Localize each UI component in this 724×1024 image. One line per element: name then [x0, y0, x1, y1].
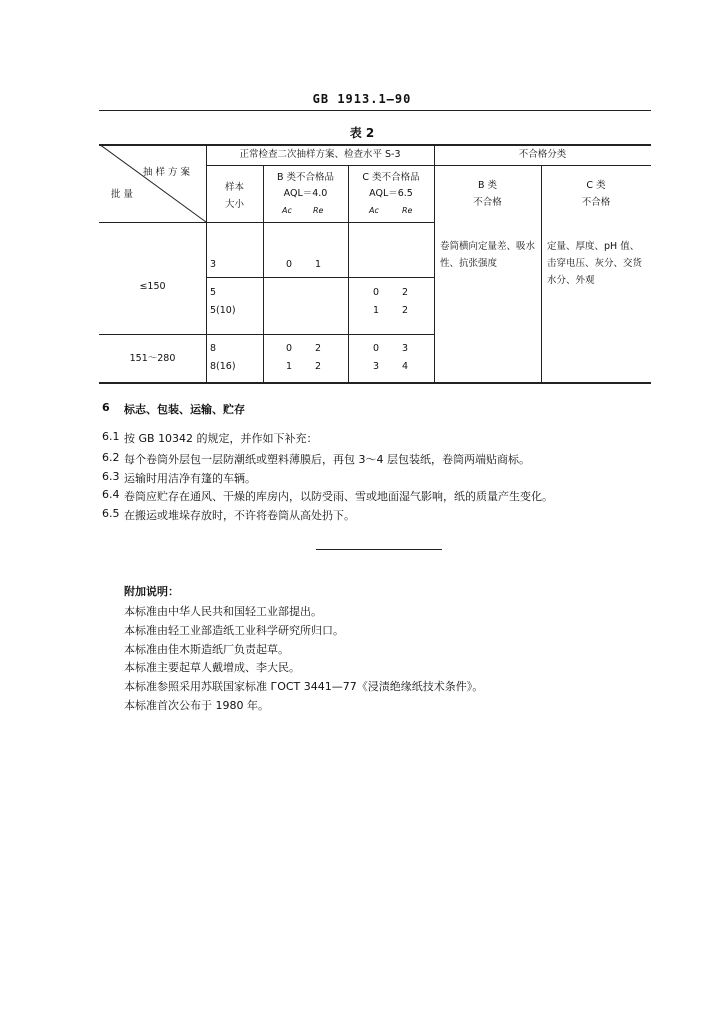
- defect-header: 不合格分类: [518, 149, 567, 160]
- c-re-cell: 4: [402, 361, 409, 372]
- note-line: 本标准主要起草人戴增成、李大民。: [124, 661, 300, 674]
- corner-label-plan: 抽 样 方 案: [143, 167, 191, 178]
- defect-c-header: C 类 不合格: [581, 180, 611, 208]
- note-line: 本标准由轻工业部造纸工业科学研究所归口。: [124, 624, 344, 637]
- clause-text: 每个卷筒外层包一层防潮纸或塑料薄膜后，再包 3～4 层包装纸，卷筒两端贴商标。: [124, 453, 530, 466]
- b-re-cell: 1: [315, 259, 322, 270]
- note-line: 本标准参照采用苏联国家标准 ГОСТ 3441—77《浸渍绝缘纸技术条件》。: [124, 680, 484, 693]
- clause-text: 卷筒应贮存在通风、干燥的库房内，以防受雨、雪或地面湿气影响，纸的质量产生变化。: [124, 490, 553, 503]
- sample-size-cell: 5: [210, 287, 217, 298]
- c-ac-cell: 3: [373, 361, 380, 372]
- b-re-label: Re: [313, 206, 324, 215]
- b-re-cell: 2: [315, 343, 322, 354]
- b-ac-cell: 1: [286, 361, 293, 372]
- c-re-cell: 2: [402, 305, 409, 316]
- c-ac-label: Ac: [369, 206, 379, 215]
- c-re-cell: 3: [402, 343, 409, 354]
- section-title: 标志、包装、运输、贮存: [124, 403, 245, 416]
- sample-size-cell: 8(16): [210, 361, 236, 372]
- defect-b-header: B 类 不合格: [473, 180, 502, 208]
- corner-label-lot: 批 量: [111, 189, 134, 200]
- c-re-cell: 2: [402, 287, 409, 298]
- c-ac-cell: 0: [373, 287, 380, 298]
- table-line: [99, 382, 651, 384]
- b-ac-cell: 0: [286, 259, 293, 270]
- b-ac-label: Ac: [282, 206, 292, 215]
- c-ac-cell: 1: [373, 305, 380, 316]
- defect-b-items: 卷筒横向定量差、吸水性、抗张强度: [440, 241, 536, 269]
- header-rule: [99, 110, 651, 111]
- c-re-label: Re: [402, 206, 413, 215]
- clause-text: 在搬运或堆垛存放时，不许将卷筒从高处扔下。: [124, 509, 355, 522]
- table-line: [99, 334, 434, 335]
- notes-title: 附加说明：: [124, 585, 179, 598]
- c-class-header: C 类不合格品 AQL＝6.5: [362, 172, 420, 199]
- clause-number: 6.5: [102, 507, 120, 520]
- lot-size-1: ≤150: [139, 281, 166, 292]
- b-re-cell: 2: [315, 361, 322, 372]
- b-ac-cell: 0: [286, 343, 293, 354]
- sample-size-cell: 8: [210, 343, 217, 354]
- document-header: GB 1913.1—90: [312, 92, 412, 106]
- table-line: [206, 165, 651, 166]
- note-line: 本标准首次公布于 1980 年。: [124, 699, 269, 712]
- clause-number: 6.3: [102, 470, 120, 483]
- table-line: [206, 277, 434, 278]
- clause-number: 6.4: [102, 488, 120, 501]
- sample-size-header: 样本 大小: [224, 182, 244, 210]
- sample-size-cell: 3: [210, 259, 217, 270]
- table-caption: 表 2: [349, 126, 375, 140]
- clause-number: 6.2: [102, 451, 120, 464]
- note-line: 本标准由佳木斯造纸厂负责起草。: [124, 643, 289, 656]
- sample-size-cell: 5(10): [210, 305, 236, 316]
- corner-diagonal: [99, 144, 207, 223]
- lot-size-2: 151～280: [129, 353, 176, 364]
- note-line: 本标准由中华人民共和国轻工业部提出。: [124, 605, 322, 618]
- sampling-table: [99, 144, 651, 384]
- clause-number: 6.1: [102, 430, 120, 443]
- c-ac-cell: 0: [373, 343, 380, 354]
- section-number: 6: [102, 401, 110, 414]
- end-divider: [316, 549, 442, 550]
- plan-header: 正常检查二次抽样方案、检查水平 S-3: [239, 149, 401, 160]
- b-class-header: B 类不合格品 AQL＝4.0: [276, 172, 335, 199]
- defect-c-items: 定量、厚度、pH 值、击穿电压、灰分、交货水分、外观: [547, 241, 643, 286]
- clause-text: 按 GB 10342 的规定，并作如下补充：: [124, 432, 318, 445]
- clause-text: 运输时用洁净有篷的车辆。: [124, 472, 256, 485]
